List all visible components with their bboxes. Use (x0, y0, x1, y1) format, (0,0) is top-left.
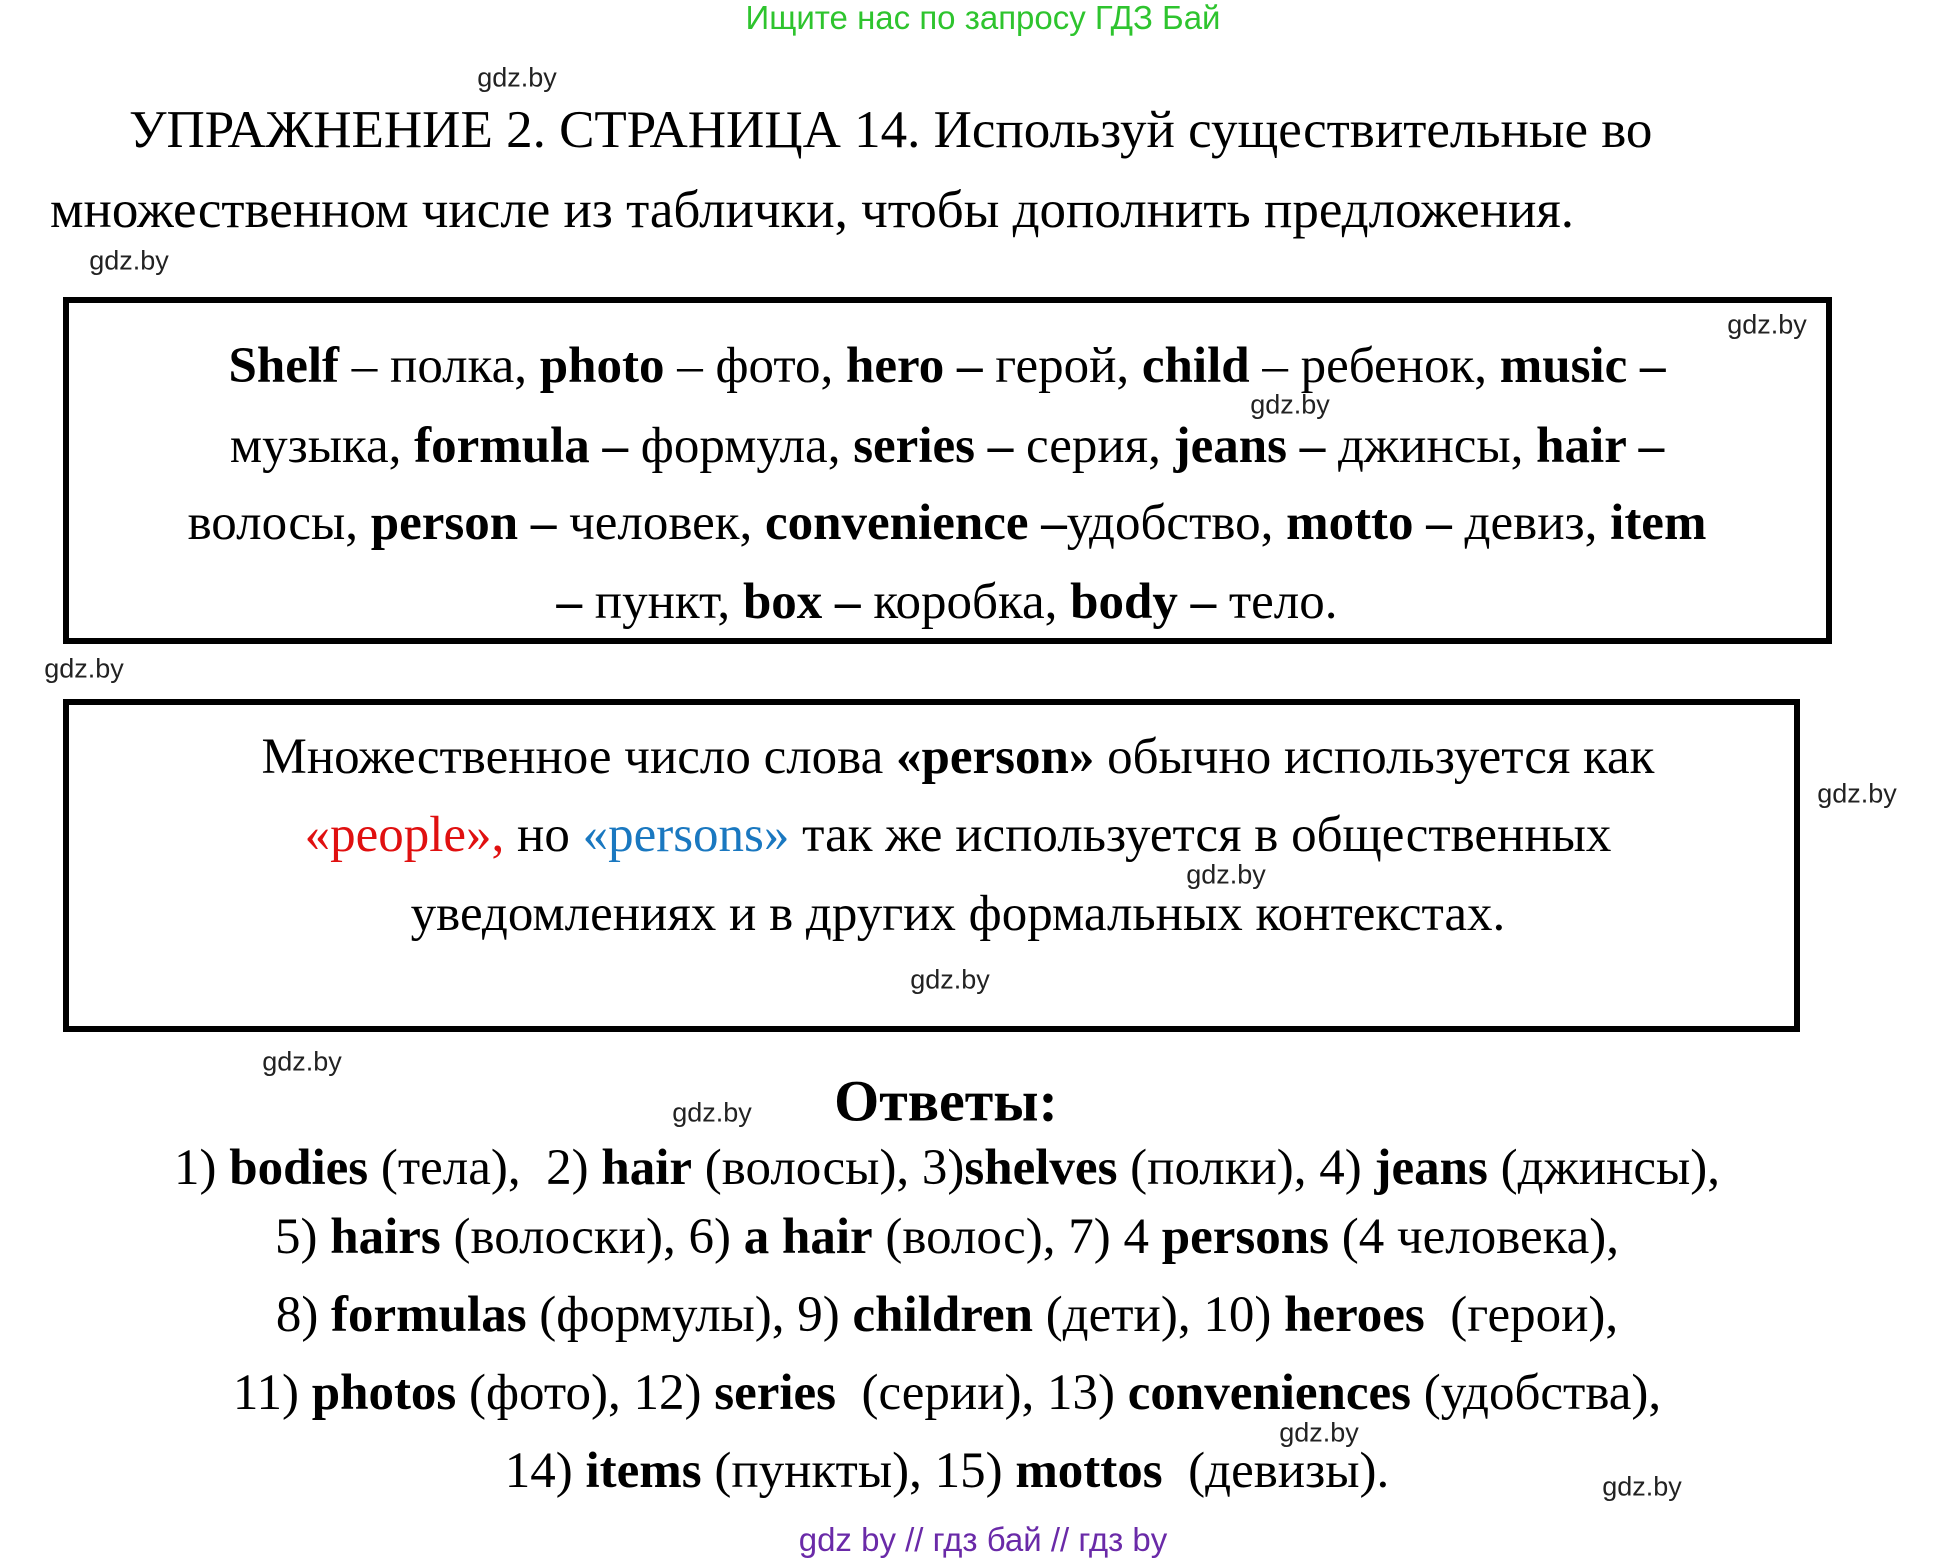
watermark-text: gdz.by (1817, 778, 1897, 809)
bold-term: heroes (1284, 1287, 1425, 1343)
text-segment: (волоски), 6) (440, 1209, 744, 1265)
watermark-text: gdz.by (1279, 1417, 1359, 1448)
bold-term: motto – (1286, 495, 1452, 551)
bold-term: formula – (414, 418, 629, 474)
text-segment: 5) (275, 1209, 331, 1265)
footer-banner: gdz by // гдз бай // гдз by (798, 1521, 1168, 1558)
text-segment: (девизы). (1162, 1443, 1390, 1499)
bold-term: formulas (331, 1287, 527, 1343)
bold-term: photos (311, 1365, 457, 1421)
bold-term: shelves (964, 1140, 1118, 1196)
watermark-text: gdz.by (262, 1046, 342, 1077)
bold-term: hero – (845, 338, 983, 394)
bold-term: conveniences (1127, 1365, 1411, 1421)
text-segment: но (504, 807, 583, 863)
text-segment: (пункты), 15) (701, 1443, 1016, 1499)
vocab-box-line (188, 494, 1707, 552)
watermark-text: gdz.by (1727, 309, 1807, 340)
bold-term: series (714, 1365, 837, 1421)
text-segment: 1) (174, 1140, 230, 1196)
text-segment: – ребенок, (1249, 338, 1500, 394)
text-segment: серия, (1013, 418, 1174, 474)
text-segment: человек, (556, 495, 766, 551)
bold-term: child (1141, 338, 1250, 394)
text-segment: уведомлениях и в других формальных контекстах. (410, 886, 1506, 942)
watermark-text: gdz.by (44, 653, 124, 684)
text-segment: удобство, (1066, 495, 1287, 551)
bold-term: children (852, 1287, 1033, 1343)
watermark-text: gdz.by (477, 62, 557, 93)
answers-line (233, 1364, 1661, 1422)
note-box-line (305, 806, 1612, 864)
persons-term: «persons» (582, 807, 790, 863)
text-segment: (волос), 7) 4 (872, 1209, 1162, 1265)
text-segment: (фото), 12) (456, 1365, 715, 1421)
bold-term: hairs (330, 1209, 441, 1265)
text-segment: (волосы), 3) (692, 1140, 965, 1196)
text-segment: 14) (504, 1443, 586, 1499)
answers-line (505, 1442, 1389, 1500)
text-segment: волосы, (187, 495, 371, 551)
exercise-title-line-2: множественном числе из таблички, чтобы дополнить предложения. (50, 181, 1575, 239)
text-segment: девиз, (1451, 495, 1611, 551)
bold-term: body – (1070, 574, 1217, 630)
bold-term: – (556, 574, 583, 630)
text-segment: – фото, (664, 338, 846, 394)
bold-term: person – (370, 495, 557, 551)
exercise-title-line-1: УПРАЖНЕНИЕ 2. СТРАНИЦА 14. Используй существительные во (129, 101, 1653, 159)
watermark-text: gdz.by (1602, 1471, 1682, 1502)
text-segment: – полка, (339, 338, 540, 394)
text-segment: герой, (982, 338, 1142, 394)
text-segment: тело. (1216, 574, 1338, 630)
answers-line (174, 1139, 1720, 1197)
text-segment: серии), 13) (878, 1365, 1128, 1421)
bold-term: jeans (1374, 1140, 1488, 1196)
text-segment: обычно используется как (1094, 729, 1655, 785)
search-banner: Ищите нас по запросу ГДЗ Бай (745, 0, 1221, 36)
note-box-line (262, 728, 1655, 786)
watermark-text: gdz.by (1250, 389, 1330, 420)
vocab-box-line (229, 337, 1666, 395)
text-segment: коробка, (860, 574, 1071, 630)
text-segment: 11) (232, 1365, 312, 1421)
bold-term: convenience – (765, 495, 1067, 551)
text-segment: (формулы), 9) (526, 1287, 853, 1343)
bold-term: «person» (895, 729, 1095, 785)
text-segment: пункт, (582, 574, 743, 630)
text-segment: (тела), 2) (368, 1140, 602, 1196)
bold-term: item (1610, 495, 1707, 551)
text-segment: музыка, (229, 418, 415, 474)
note-box-line (411, 885, 1506, 943)
text-segment: 8) (275, 1287, 332, 1343)
bold-term: persons (1161, 1209, 1329, 1265)
bold-term: a hair (743, 1209, 873, 1265)
watermark-text: gdz.by (1186, 859, 1266, 890)
bold-term: jeans – (1173, 418, 1326, 474)
bold-term: items (585, 1443, 702, 1499)
text-segment: (джинсы), (1487, 1140, 1720, 1196)
text-segment: джинсы, (1325, 418, 1537, 474)
watermark-text: gdz.by (910, 964, 990, 995)
answers-line (276, 1286, 1618, 1344)
text-segment: (полки), 4) (1117, 1140, 1375, 1196)
bold-term: box – (742, 574, 861, 630)
bold-term: Shelf (228, 338, 340, 394)
people-term: «people», (304, 807, 505, 863)
text-segment: (герои), (1424, 1287, 1619, 1343)
text-segment: ( (836, 1365, 879, 1421)
text-segment: Множественное число слова (261, 729, 896, 785)
bold-term: series – (853, 418, 1014, 474)
bold-term: bodies (229, 1140, 369, 1196)
watermark-text: gdz.by (672, 1097, 752, 1128)
bold-term: music – (1499, 338, 1666, 394)
bold-term: mottos (1015, 1443, 1163, 1499)
text-segment: так же используется в общественных (789, 807, 1612, 863)
text-segment: (4 человека), (1328, 1209, 1619, 1265)
vocab-box-line (230, 417, 1664, 475)
answers-heading: Ответы: (834, 1068, 1058, 1134)
watermark-text: gdz.by (89, 245, 169, 276)
answers-line (275, 1208, 1619, 1266)
bold-term: photo (539, 338, 665, 394)
text-segment: формула, (628, 418, 854, 474)
vocab-box-line (557, 573, 1338, 631)
bold-term: hair (601, 1140, 693, 1196)
text-segment: (дети), 10) (1032, 1287, 1285, 1343)
bold-term: hair – (1536, 418, 1665, 474)
text-segment: (удобства), (1411, 1365, 1662, 1421)
